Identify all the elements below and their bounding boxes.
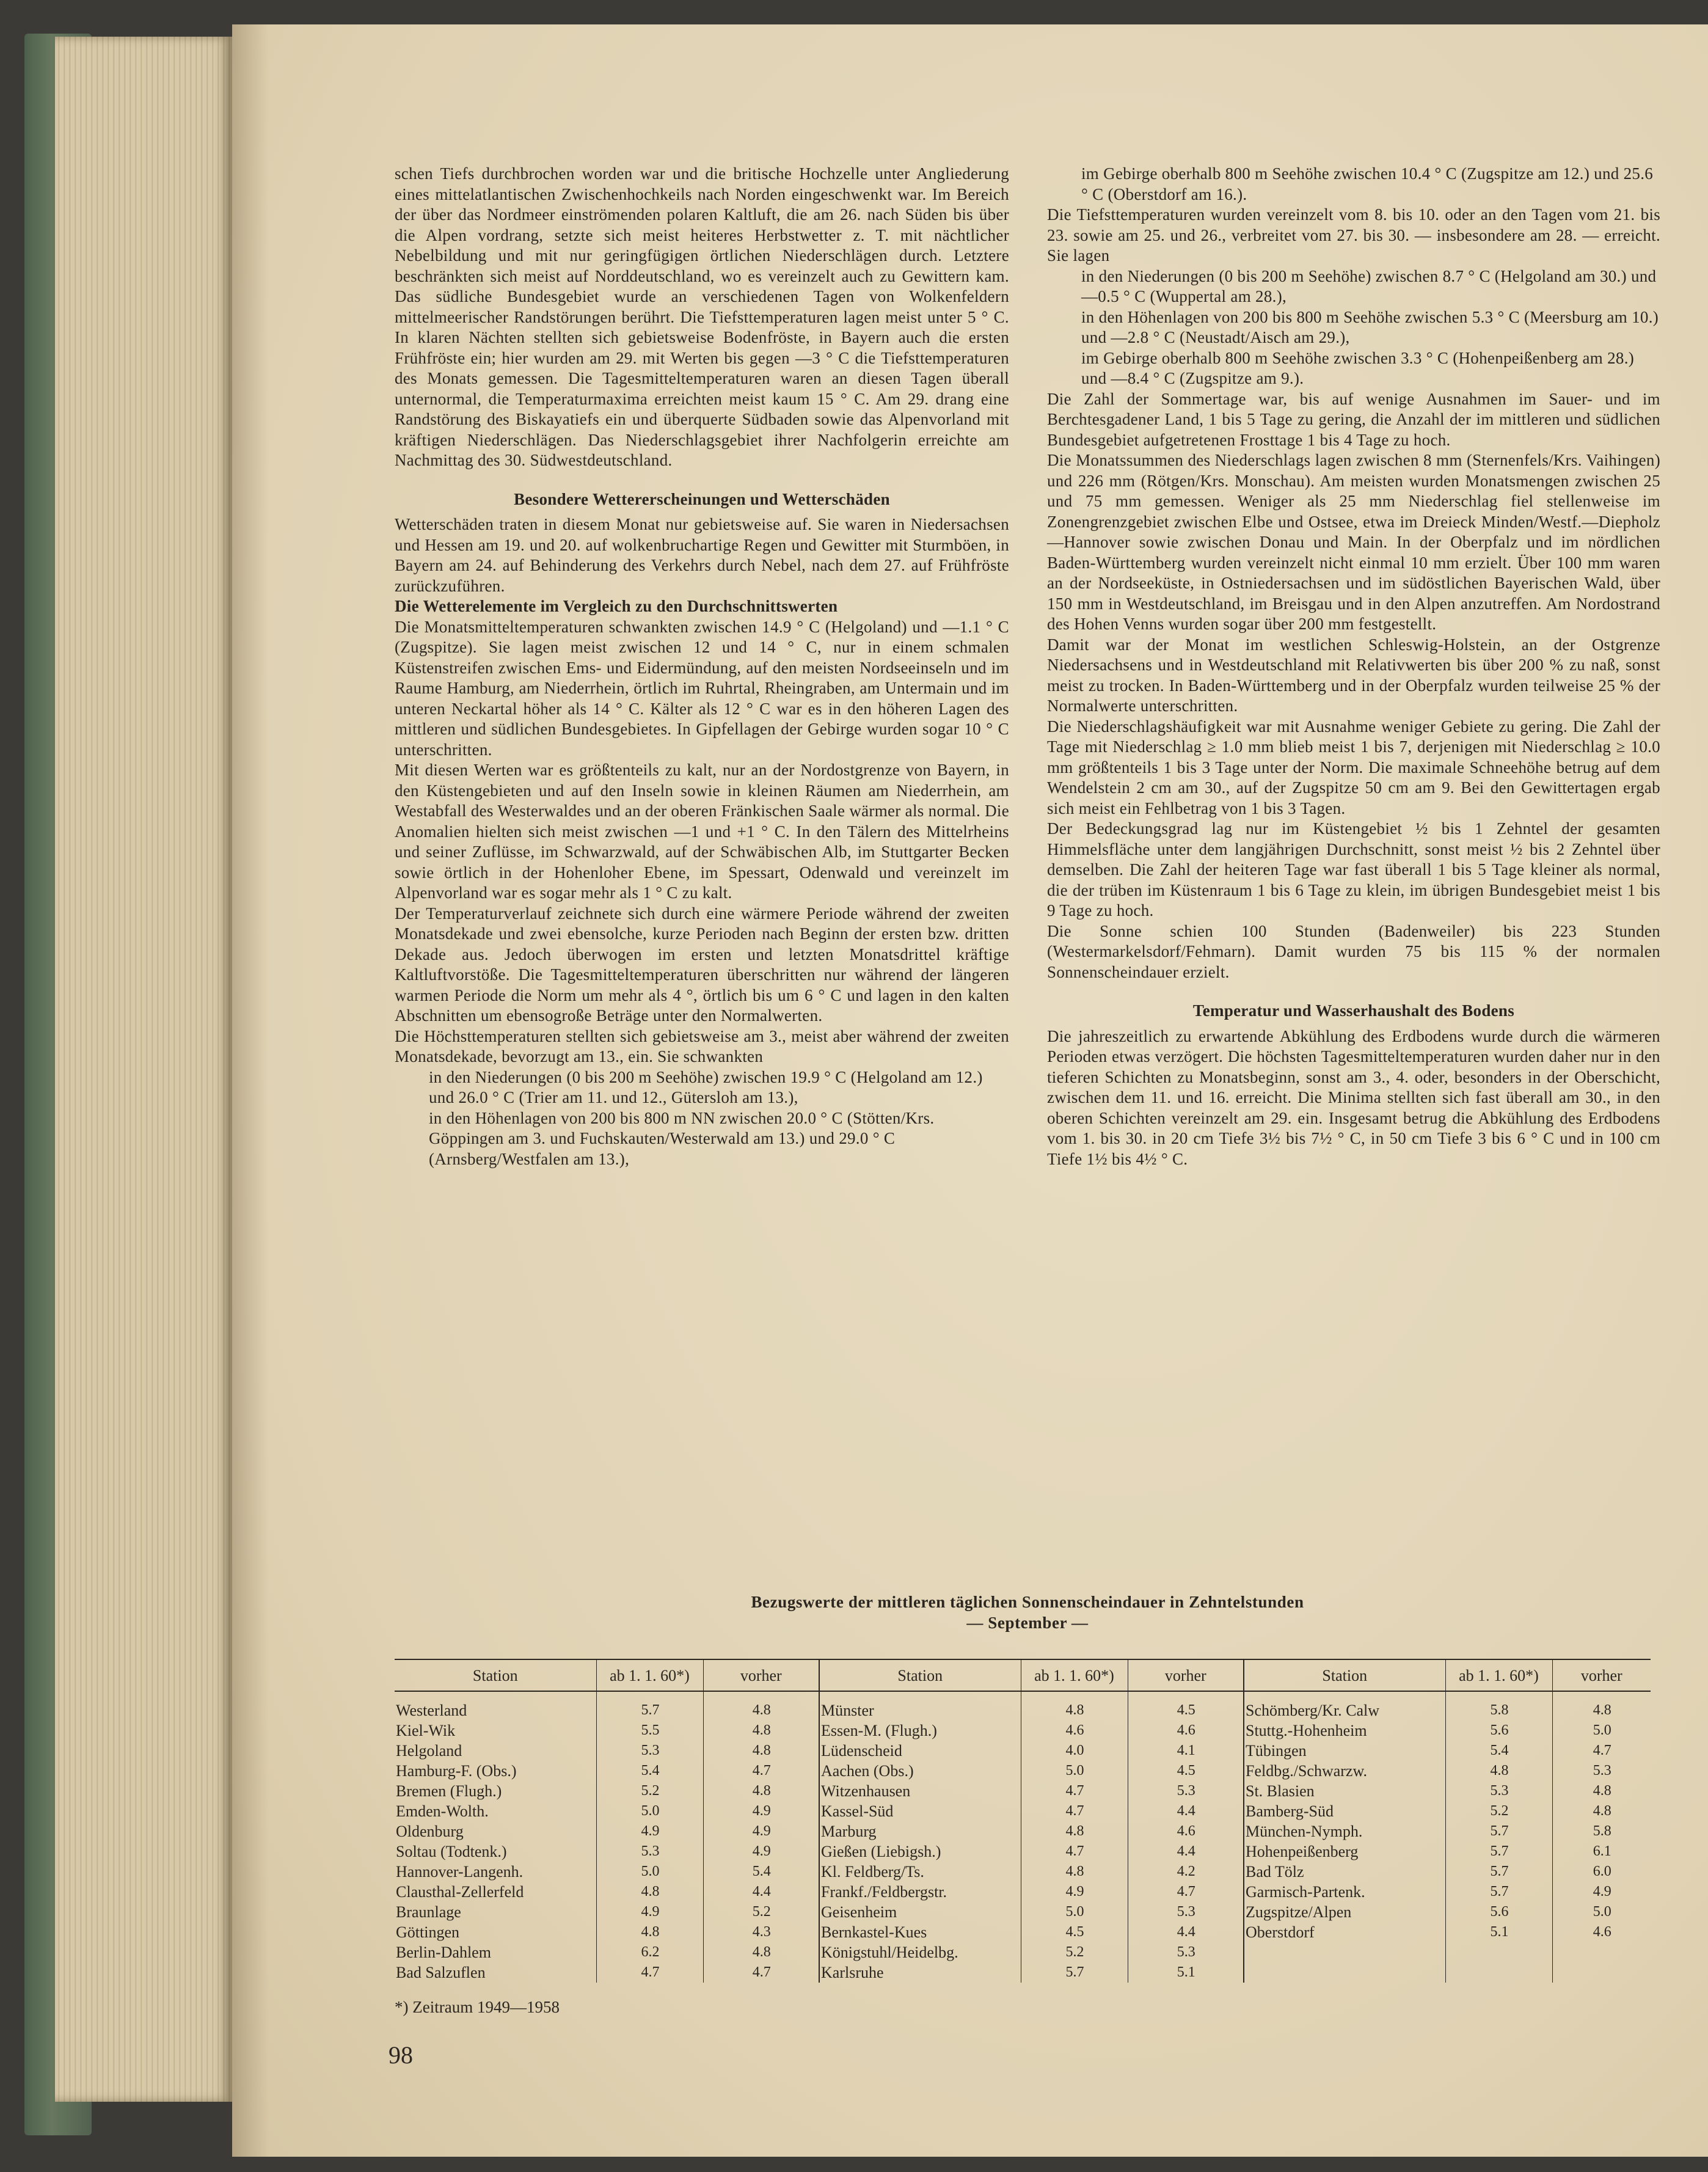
value-cell: 5.3 — [1128, 1942, 1244, 1962]
indented-paragraph: im Gebirge oberhalb 800 m Seehöhe zwischen 3.3 ° C (Hohenpeißenberg am 28.) und —8.4 ° C (Zugspitze am 9.). — [1081, 348, 1635, 387]
value-cell: 4.8 — [703, 1691, 819, 1720]
station-cell: Geisenheim — [819, 1902, 1021, 1922]
table-row — [395, 1902, 1651, 1922]
indented-paragraph: in den Höhenlagen von 200 bis 800 m Seehöhe zwischen 5.3 ° C (Meersburg am 10.) und —2.8 ° C (Neustadt/Aisch am 29.), — [1081, 307, 1659, 346]
value-cell — [1445, 1962, 1552, 1983]
table-subtitle: — September — — [966, 1614, 1089, 1632]
station-cell — [1244, 1962, 1445, 1983]
paragraph: Die Tiefsttemperaturen wurden vereinzelt vom 8. bis 10. oder an den Tagen vom 21. bis 23. sowie am 25. und 26., verbreitet vom 27. bis 30. — insbesondere am 28. — erreicht. Sie lagen — [1047, 205, 1660, 265]
station-cell: Frankf./Feldbergstr. — [819, 1882, 1021, 1902]
paragraph — [395, 596, 1009, 760]
table-row — [395, 1882, 1651, 1902]
value-cell — [1552, 1962, 1651, 1983]
value-cell: 4.7 — [703, 1761, 819, 1781]
table-header-cell: ab 1. 1. 60*) — [1445, 1659, 1552, 1691]
station-cell: Bremen (Flugh.) — [396, 1782, 502, 1800]
table-row — [395, 1781, 1651, 1801]
value-cell: 5.6 — [1445, 1902, 1552, 1922]
value-cell: 4.7 — [1021, 1781, 1128, 1801]
value-cell: 5.7 — [1021, 1962, 1128, 1983]
value-cell: 4.8 — [1021, 1862, 1128, 1882]
paragraph: Die Höchsttemperaturen stellten sich gebietsweise am 3., meist aber während der zweiten Monatsdekade, bevorzugt am 13., ein. Sie schwankten — [395, 1026, 1009, 1066]
value-cell: 5.4 — [1445, 1741, 1552, 1761]
value-cell: 5.3 — [1128, 1781, 1244, 1801]
station-cell: Soltau (Todtenk.) — [396, 1843, 507, 1860]
value-cell: 4.5 — [1128, 1761, 1244, 1781]
station-cell: Kassel-Süd — [819, 1801, 1021, 1821]
station-cell: Marburg — [819, 1821, 1021, 1841]
value-cell: 5.2 — [1021, 1942, 1128, 1962]
station-cell: St. Blasien — [1244, 1781, 1445, 1801]
section-heading: Besondere Wettererscheinungen und Wetterschäden — [514, 489, 890, 508]
text-column-left — [395, 164, 1009, 1169]
paragraph: Die Niederschlagshäufigkeit war mit Ausnahme weniger Gebiete zu gering. Die Zahl der Tage mit Niederschlag ≥ 1.0 mm blieb meist 1 bis 7, derjenigen mit Niederschlag ≥ 10.0 mm größtenteils 1 bis 3 Tage unter der Norm. Die maximale Schneehöhe betrug auf dem Wendelstein 2 cm am 30., auf der Zugspitze 50 cm am 9. Bei den Gewittertagen ergab sich meist ein Fehlbetrag von 1 bis 3 Tagen. — [1047, 717, 1660, 817]
station-cell: Helgoland — [396, 1742, 462, 1760]
value-cell: 4.9 — [1552, 1882, 1651, 1902]
station-cell: Feldbg./Schwarzw. — [1244, 1761, 1445, 1781]
text-column-right — [1047, 164, 1660, 1169]
value-cell: 5.1 — [1128, 1962, 1244, 1983]
paragraph: Die Zahl der Sommertage war, bis auf wenige Ausnahmen im Sauer- und im Berchtesgadener Land, 1 bis 5 Tage zu gering, die Anzahl der im mittleren und südlichen Bundesgebiet aufgetretenen Frosttage 1 bis 4 Tage zu hoch. — [1047, 389, 1660, 449]
station-cell: Zugspitze/Alpen — [1244, 1902, 1445, 1922]
table-row — [395, 1720, 1651, 1741]
station-cell: Hannover-Langenh. — [396, 1863, 524, 1881]
value-cell: 5.7 — [596, 1691, 703, 1720]
station-cell: Oldenburg — [396, 1823, 464, 1840]
value-cell: 5.0 — [1021, 1902, 1128, 1922]
value-cell: 4.7 — [1128, 1882, 1244, 1902]
value-cell: 5.7 — [1445, 1821, 1552, 1841]
value-cell: 5.3 — [596, 1841, 703, 1862]
paragraph-lead-heading: Die Wetterelemente im Vergleich zu den Durchschnittswerten — [395, 597, 838, 615]
table-header-cell: Station — [1244, 1659, 1445, 1691]
value-cell: 4.6 — [1128, 1821, 1244, 1841]
station-cell: Aachen (Obs.) — [819, 1761, 1021, 1781]
paragraph: Der Temperaturverlauf zeichnete sich durch eine wärmere Periode während der zweiten Monatsdekade und zwei ebensolche, kurze Perioden nach Beginn der ersten bzw. dritten Dekade aus. Jedoch überwogen im ersten und letzten Monatsdrittel kräftige Kaltluftvorstöße. Die Tagesmitteltemperaturen überschritten nur während der längeren warmen Periode die Norm um mehr als 4 °, örtlich bis um 6 ° C und lagen in den kalten Abschnitten um ebensogroße Beträge unter den Normalwerten. — [395, 904, 1009, 1025]
value-cell: 5.2 — [703, 1902, 819, 1922]
table-row — [395, 1942, 1651, 1962]
station-cell: Tübingen — [1244, 1741, 1445, 1761]
value-cell: 4.8 — [703, 1741, 819, 1761]
value-cell: 4.9 — [703, 1821, 819, 1841]
value-cell: 4.8 — [596, 1922, 703, 1942]
value-cell: 5.8 — [1445, 1691, 1552, 1720]
value-cell: 5.0 — [1552, 1902, 1651, 1922]
table-row — [395, 1962, 1651, 1983]
value-cell — [1552, 1942, 1651, 1962]
value-cell: 4.8 — [1021, 1821, 1128, 1841]
value-cell: 5.3 — [1552, 1761, 1651, 1781]
station-cell: Lüdenscheid — [819, 1741, 1021, 1761]
value-cell: 5.3 — [1128, 1902, 1244, 1922]
value-cell: 4.8 — [1552, 1691, 1651, 1720]
value-cell: 5.7 — [1445, 1841, 1552, 1862]
value-cell: 4.8 — [703, 1942, 819, 1962]
station-cell: Stuttg.-Hohenheim — [1244, 1720, 1445, 1741]
value-cell: 4.4 — [1128, 1801, 1244, 1821]
paragraph: Die Sonne schien 100 Stunden (Badenweiler) bis 223 Stunden (Westermarkelsdorf/Fehmarn). Damit wurden 75 bis 115 % der normalen Sonnenscheindauer erzielt. — [1047, 921, 1660, 981]
station-cell: Kl. Feldberg/Ts. — [819, 1862, 1021, 1882]
value-cell: 5.0 — [1021, 1761, 1128, 1781]
value-cell: 4.8 — [1445, 1761, 1552, 1781]
value-cell: 4.6 — [1021, 1720, 1128, 1741]
table-title: Bezugswerte der mittleren täglichen Sonnenscheindauer in Zehntelstunden — [751, 1593, 1304, 1611]
table-header-cell: vorher — [1552, 1659, 1651, 1691]
page-stack-edge — [55, 37, 232, 2102]
value-cell: 5.0 — [596, 1862, 703, 1882]
value-cell: 4.6 — [1128, 1720, 1244, 1741]
paragraph: Die jahreszeitlich zu erwartende Abkühlung des Erdbodens wurde durch die wärmeren Perioden etwas verzögert. Die höchsten Tagesmitteltemperaturen wurden daher nur in den tieferen Schichten zu Monatsbeginn, sonst am 3., 4. oder, besonders in der Oberschicht, zwischen dem 11. und 16. erreicht. Die Minima stellten sich fast überall am 30., in den oberen Schichten vereinzelt am 29. ein. Insgesamt betrug die Abkühlung des Erdbodens vom 1. bis 30. in 20 cm Tiefe 3½ bis 7½ ° C, in 50 cm Tiefe 3 bis 6 ° C und in 100 cm Tiefe 1½ bis 4½ ° C. — [1047, 1026, 1660, 1168]
value-cell: 4.7 — [1021, 1841, 1128, 1862]
indented-paragraph: im Gebirge oberhalb 800 m Seehöhe zwischen 10.4 ° C (Zugspitze am 12.) und 25.6 ° C (Oberstdorf am 16.). — [1081, 164, 1654, 203]
station-cell: Emden-Wolth. — [396, 1802, 489, 1820]
value-cell: 4.8 — [1021, 1691, 1128, 1720]
value-cell: 5.1 — [1445, 1922, 1552, 1942]
value-cell: 4.9 — [596, 1902, 703, 1922]
value-cell: 5.3 — [1445, 1781, 1552, 1801]
station-cell: Bad Tölz — [1244, 1862, 1445, 1882]
station-cell: Clausthal-Zellerfeld — [396, 1883, 524, 1901]
value-cell: 4.9 — [596, 1821, 703, 1841]
paragraph: Der Bedeckungsgrad lag nur im Küstengebiet ½ bis 1 Zehntel der gesamten Himmelsfläche unter dem langjährigen Durchschnitt, sonst meist ½ bis 2 Zehntel über demselben. Die Zahl der heiteren Tage war fast überall 1 bis 5 Tage kleiner als normal, die der trüben im Küstenraum 1 bis 6 Tage zu klein, im übrigen Bundesgebiet meist 1 bis 9 Tage zu hoch. — [1047, 819, 1660, 920]
station-cell: Bad Salzuflen — [396, 1964, 486, 1981]
station-cell: Hamburg-F. (Obs.) — [396, 1762, 517, 1780]
table-footnote: *) Zeitraum 1949—1958 — [395, 1998, 560, 2016]
value-cell: 5.4 — [703, 1862, 819, 1882]
value-cell: 5.0 — [1552, 1720, 1651, 1741]
value-cell: 4.5 — [1021, 1922, 1128, 1942]
value-cell: 4.8 — [703, 1720, 819, 1741]
table-header-cell: ab 1. 1. 60*) — [596, 1659, 703, 1691]
sunshine-table — [395, 1659, 1651, 1983]
station-cell: Bamberg-Süd — [1244, 1801, 1445, 1821]
paragraph: Mit diesen Werten war es größtenteils zu kalt, nur an der Nordostgrenze von Bayern, in den Küstengebieten und auf den Inseln sowie in kleinen Räumen am Niederrhein, am Westabfall des Westerwaldes und an der oberen Fränkischen Saale wärmer als normal. Die Anomalien hielten sich meist zwischen —1 und +1 ° C. In den Tälern des Mittelrheins und seiner Zuflüsse, im Schwarzwald, auf der Schwäbischen Alb, im Stuttgarter Becken sowie örtlich in der Hohenloher Ebene, im Spessart, Odenwald und vereinzelt im Alpenvorland war es sogar mehr als 1 ° C zu kalt. — [395, 761, 1009, 902]
value-cell: 4.3 — [703, 1922, 819, 1942]
paragraph-text: Die Monatsmitteltemperaturen schwankten zwischen 14.9 ° C (Helgoland) und —1.1 ° C (Zugspitze). Sie lagen meist zwischen 12 und 14 ° C, nur in einem schmalen Küstenstreifen zwischen Ems- und Eidermündung, auf den meisten Nordseeinseln und im Raume Hamburg, am Niederrhein, örtlich im Ruhrtal, Rheingraben, am Untermain und im unteren Neckartal höher als 14 ° C. Kälter als 12 ° C war es in den höheren Lagen des mittleren und südlichen Bundesgebietes. In Gipfellagen der Gebirge wurden sogar 10 ° C unterschritten. — [395, 617, 1009, 759]
value-cell: 5.3 — [596, 1741, 703, 1761]
value-cell: 6.2 — [596, 1942, 703, 1962]
station-cell: Westerland — [396, 1702, 467, 1719]
station-cell: Kiel-Wik — [396, 1722, 456, 1739]
indented-paragraph: in den Höhenlagen von 200 bis 800 m NN zwischen 20.0 ° C (Stötten/Krs. Göppingen am 3. und Fuchskauten/Westerwald am 13.) und 29.0 ° C (Arnsberg/Westfalen am 13.), — [429, 1108, 935, 1168]
table-row — [395, 1691, 1651, 1720]
station-cell: Münster — [819, 1691, 1021, 1720]
value-cell: 4.4 — [703, 1882, 819, 1902]
station-cell: Garmisch-Partenk. — [1244, 1882, 1445, 1902]
table-row — [395, 1821, 1651, 1841]
table-body — [395, 1691, 1651, 1983]
station-cell: Gießen (Liebigsh.) — [819, 1841, 1021, 1862]
paragraph: Wetterschäden traten in diesem Monat nur gebietsweise auf. Sie waren in Niedersachsen und Hessen am 19. und 20. auf wolkenbruchartige Regen und Gewitter mit Sturmböen, in Bayern am 24. auf Behinderung des Verkehrs durch Nebel, nach dem 27. auf Frühfröste zurückzuführen. — [395, 515, 1009, 595]
value-cell: 5.0 — [596, 1801, 703, 1821]
value-cell: 4.7 — [703, 1962, 819, 1983]
value-cell: 4.2 — [1128, 1862, 1244, 1882]
station-cell: Schömberg/Kr. Calw — [1244, 1691, 1445, 1720]
station-cell: Karlsruhe — [819, 1962, 1021, 1983]
value-cell — [1445, 1942, 1552, 1962]
table-header-row — [395, 1659, 1651, 1691]
value-cell: 6.1 — [1552, 1841, 1651, 1862]
value-cell: 5.2 — [1445, 1801, 1552, 1821]
table-row — [395, 1841, 1651, 1862]
paragraph: schen Tiefs durchbrochen worden war und die britische Hochzelle unter Angliederung eines mittelatlantischen Zwischenhochkeils nach Norden eingeschwenkt war. Im Bereich der über das Nordmeer einströmenden polaren Kaltluft, die am 26. nach Süden bis über die Alpen vordrang, setzte sich meist heiteres Herbstwetter z. T. mit nächtlicher Nebelbildung und mit nur geringfügigen örtlichen Niederschlägen durch. Letztere beschränkten sich meist auf Norddeutschland, wo es vereinzelt auch zu Gewittern kam. Das südliche Bundesgebiet wurde an verschiedenen Tagen von Wolkenfeldern mittelmeerischer Randstörungen berührt. Die Tiefsttemperaturen lagen meist unter 5 ° C. In klaren Nächten stellten sich gebietsweise Bodenfröste, in Bayern auch die ersten Frühfröste ein; hier wurden am 29. mit Werten bis gegen —3 ° C die Tiefsttemperaturen des Monats gemessen. Die Tagesmitteltemperaturen waren an diesen Tagen überall unternormal, die Temperaturmaxima erreichten meist kaum 15 ° C. Am 29. drang eine Randstörung des Biskayatiefs ein und überquerte Südbaden sowie das Alpenvorland mit kräftigen Niederschlägen. Das Niederschlagsgebiet ihrer Nachfolgerin erreichte am Nachmittag des 30. Südwestdeutschland. — [395, 164, 1009, 469]
value-cell: 4.4 — [1128, 1841, 1244, 1862]
paragraph: Damit war der Monat im westlichen Schleswig-Holstein, an der Ostgrenze Niedersachsens und in Westdeutschland mit Relativwerten bis über 200 % zu naß, sonst meist zu trocken. In Baden-Württemberg und in der Oberpfalz wurden teilweise 25 % der Normalwerte unterschritten. — [1047, 635, 1660, 715]
value-cell: 4.7 — [1552, 1741, 1651, 1761]
station-cell: Witzenhausen — [819, 1781, 1021, 1801]
value-cell: 4.0 — [1021, 1741, 1128, 1761]
value-cell: 6.0 — [1552, 1862, 1651, 1882]
value-cell: 4.7 — [1021, 1801, 1128, 1821]
station-cell: Königstuhl/Heidelbg. — [819, 1942, 1021, 1962]
station-cell: München-Nymph. — [1244, 1821, 1445, 1841]
station-cell: Hohenpeißenberg — [1244, 1841, 1445, 1862]
table-header-cell: Station — [819, 1659, 1021, 1691]
page-number: 98 — [389, 2041, 413, 2069]
station-cell: Braunlage — [396, 1903, 461, 1921]
value-cell: 5.7 — [1445, 1862, 1552, 1882]
value-cell: 4.8 — [1552, 1781, 1651, 1801]
value-cell: 4.9 — [1021, 1882, 1128, 1902]
value-cell: 4.8 — [596, 1882, 703, 1902]
value-cell: 5.5 — [596, 1720, 703, 1741]
value-cell: 4.1 — [1128, 1741, 1244, 1761]
station-cell: Essen-M. (Flugh.) — [819, 1720, 1021, 1741]
station-cell: Göttingen — [396, 1923, 459, 1941]
value-cell: 4.6 — [1552, 1922, 1651, 1942]
station-cell — [1244, 1942, 1445, 1962]
station-cell: Berlin-Dahlem — [396, 1943, 491, 1961]
table-row — [395, 1761, 1651, 1781]
value-cell: 5.4 — [596, 1761, 703, 1781]
table-header-cell: vorher — [1128, 1659, 1244, 1691]
indented-paragraph: in den Niederungen (0 bis 200 m Seehöhe) zwischen 8.7 ° C (Helgoland am 30.) und —0.5 ° C (Wuppertal am 28.), — [1081, 266, 1657, 305]
value-cell: 4.9 — [703, 1801, 819, 1821]
table-row — [395, 1801, 1651, 1821]
value-cell: 4.9 — [703, 1841, 819, 1862]
value-cell: 4.7 — [596, 1962, 703, 1983]
station-cell: Oberstdorf — [1244, 1922, 1445, 1942]
value-cell: 5.8 — [1552, 1821, 1651, 1841]
value-cell: 5.2 — [596, 1781, 703, 1801]
station-cell: Bernkastel-Kues — [819, 1922, 1021, 1942]
section-heading: Temperatur und Wasserhaushalt des Bodens — [1192, 1001, 1515, 1020]
value-cell: 4.8 — [703, 1781, 819, 1801]
table-header-cell: Station — [395, 1659, 596, 1691]
value-cell: 5.6 — [1445, 1720, 1552, 1741]
value-cell: 4.4 — [1128, 1922, 1244, 1942]
table-row — [395, 1741, 1651, 1761]
indented-paragraph: in den Niederungen (0 bis 200 m Seehöhe) zwischen 19.9 ° C (Helgoland am 12.) und 26.0 ° C (Trier am 11. und 12., Gütersloh am 13.), — [429, 1067, 983, 1106]
table-row — [395, 1922, 1651, 1942]
table-row — [395, 1862, 1651, 1882]
paragraph: Die Monatssummen des Niederschlags lagen zwischen 8 mm (Sternenfels/Krs. Vaihingen) und 226 mm (Rötgen/Krs. Monschau). Am meisten wurden Monatsmengen zwischen 25 und 75 mm gemessen. Weniger als 25 mm Niederschlag fiel stellenweise im Zonengrenzgebiet zwischen Elbe und Ostsee, etwa im Dreieck Minden/Westf.—Diepholz—Hannover sowie zwischen Donau und Main. In der Oberpfalz und im nördlichen Baden-Württemberg wurden vereinzelt nicht einmal 10 mm erzielt. Über 100 mm waren an der Nordseeküste, in Ostniedersachsen und im südöstlichen Bayerischen Wald, über 150 mm in Westdeutschland, im Breisgau und in den Alpen anzutreffen. Am Nordostrand des Hohen Venns wurden sogar über 200 mm festgestellt. — [1047, 451, 1660, 633]
table-header-cell: ab 1. 1. 60*) — [1021, 1659, 1128, 1691]
table-header-cell: vorher — [703, 1659, 819, 1691]
value-cell: 4.8 — [1552, 1801, 1651, 1821]
value-cell: 4.5 — [1128, 1691, 1244, 1720]
table-title-block — [395, 1592, 1660, 1633]
value-cell: 5.7 — [1445, 1882, 1552, 1902]
